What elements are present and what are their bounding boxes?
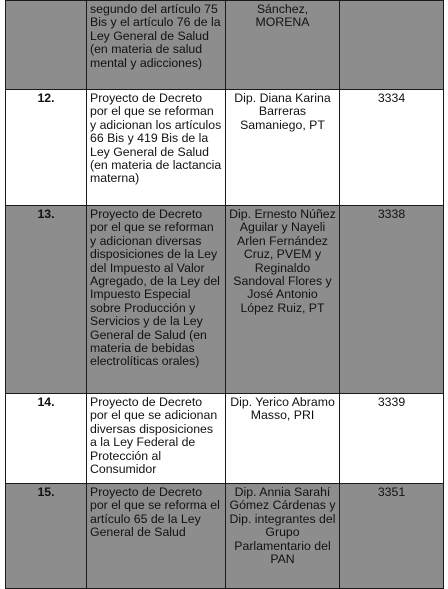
row-number: 12.	[6, 90, 87, 206]
row-number: 14.	[6, 394, 87, 484]
initiative-title: Proyecto de Decreto por el que se reforma el artículo 65 de la Ley General de Salud	[87, 484, 226, 589]
gaceta-number: 3351	[340, 484, 444, 589]
row-number: 15.	[6, 484, 87, 589]
gaceta-number: 3338	[340, 206, 444, 394]
initiatives-table	[5, 0, 444, 589]
row-number: 13.	[6, 206, 87, 394]
table-row	[6, 484, 444, 589]
initiative-author: Dip. Annia Sarahí Gómez Cárdenas y Dip. integrantes del Grupo Parlamentario del PAN	[226, 484, 340, 589]
initiative-title: Proyecto de Decreto por el que se reforman y adicionan diversas disposiciones de la Ley del Impuesto al Valor Agregado, de la Ley del Impuesto Especial sobre Producción y Servicios y de la Ley General de Salud (en materia de bebidas electrolíticas orales)	[87, 206, 226, 394]
table-row	[6, 90, 444, 206]
initiative-author: Sánchez, MORENA	[226, 1, 340, 90]
initiative-title: segundo del artículo 75 Bis y el artículo 76 de la Ley General de Salud (en materia de salud mental y adicciones)	[87, 1, 226, 90]
initiative-title: Proyecto de Decreto por el que se reforman y adicionan los artículos 66 Bis y 419 Bis de la Ley General de Salud (en materia de lactancia materna)	[87, 90, 226, 206]
gaceta-number	[340, 1, 444, 90]
table-row	[6, 206, 444, 394]
gaceta-number: 3334	[340, 90, 444, 206]
row-number	[6, 1, 87, 90]
initiative-author: Dip. Diana Karina Barreras Samaniego, PT	[226, 90, 340, 206]
initiative-author: Dip. Yerico Abramo Masso, PRI	[226, 394, 340, 484]
table-row	[6, 394, 444, 484]
initiative-title: Proyecto de Decreto por el que se adicionan diversas disposiciones a la Ley Federal de Protección al Consumidor	[87, 394, 226, 484]
table-row	[6, 1, 444, 90]
gaceta-number: 3339	[340, 394, 444, 484]
initiative-author: Dip. Ernesto Núñez Aguilar y Nayeli Arlen Fernández Cruz, PVEM y Reginaldo Sandoval Flores y José Antonio López Ruiz, PT	[226, 206, 340, 394]
